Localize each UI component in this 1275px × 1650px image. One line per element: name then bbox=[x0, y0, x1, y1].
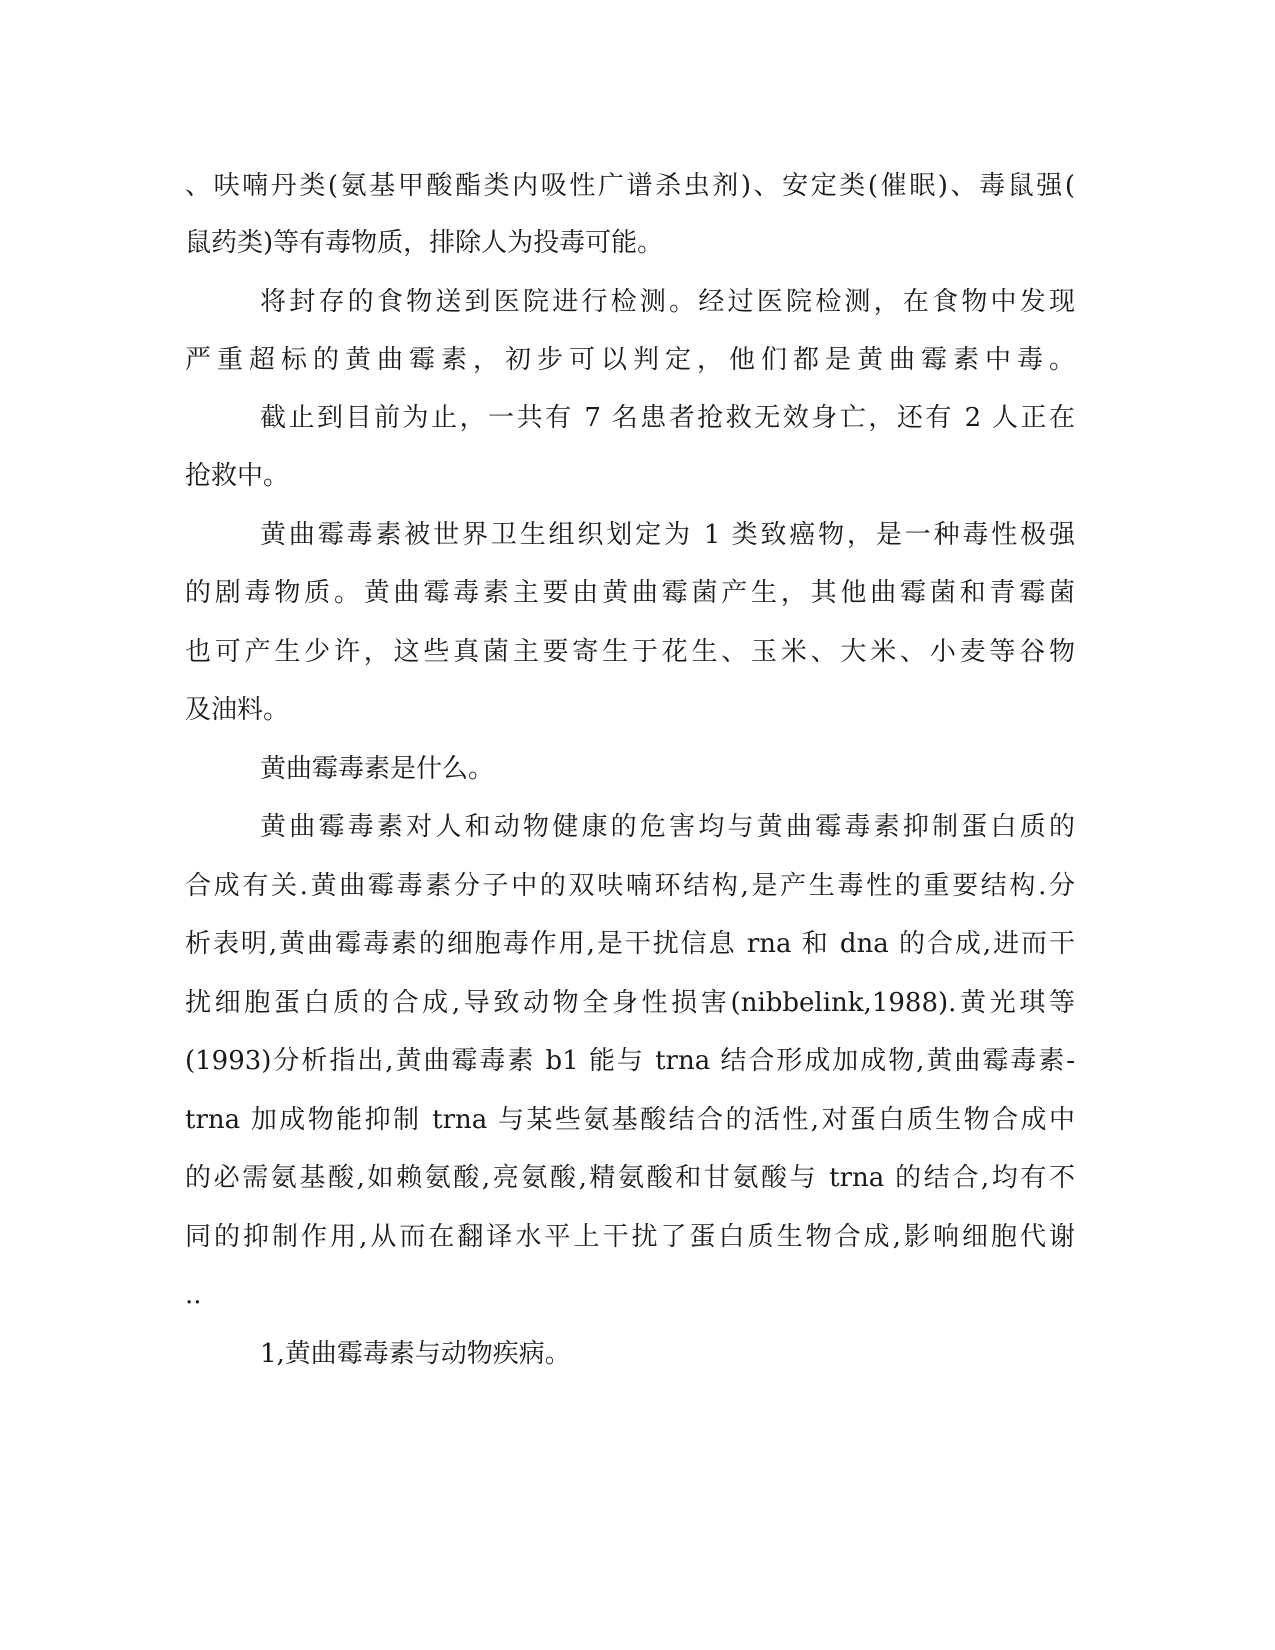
section-heading: 1,黄曲霉毒素与动物疾病。 bbox=[260, 1339, 571, 1369]
paragraph-line: 将封存的食物送到医院进行检测。经过医院检测，在食物中发现 bbox=[260, 287, 1075, 317]
text-line: 严重超标的黄曲霉素，初步可以判定，他们都是黄曲霉素中毒。 bbox=[185, 345, 1075, 375]
heading-line: 黄曲霉毒素是什么。 bbox=[260, 754, 495, 784]
text-line: 析表明,黄曲霉毒素的细胞毒作用,是干扰信息 rna 和 dna 的合成,进而干 bbox=[185, 929, 1075, 959]
text-line: 扰细胞蛋白质的合成,导致动物全身性损害(nibbelink,1988).黄光琪等 bbox=[185, 988, 1075, 1018]
text-line: 及油料。 bbox=[185, 695, 290, 725]
paragraph-line: 黄曲霉毒素对人和动物健康的危害均与黄曲霉毒素抑制蛋白质的 bbox=[260, 812, 1075, 842]
text-line: 、呋喃丹类(氨基甲酸酯类内吸性广谱杀虫剂)、安定类(催眠)、毒鼠强( bbox=[185, 171, 1075, 201]
text-line: 同的抑制作用,从而在翻译水平上干扰了蛋白质生物合成,影响细胞代谢 bbox=[185, 1222, 1075, 1252]
text-line: 也可产生少许，这些真菌主要寄生于花生、玉米、大米、小麦等谷物 bbox=[185, 637, 1075, 667]
text-line: 鼠药类)等有毒物质，排除人为投毒可能。 bbox=[185, 228, 664, 258]
text-line: 的剧毒物质。黄曲霉毒素主要由黄曲霉菌产生，其他曲霉菌和青霉菌 bbox=[185, 578, 1075, 608]
text-line: trna 加成物能抑制 trna 与某些氨基酸结合的活性,对蛋白质生物合成中 bbox=[185, 1105, 1075, 1135]
text-line: 合成有关.黄曲霉毒素分子中的双呋喃环结构,是产生毒性的重要结构.分 bbox=[185, 871, 1075, 901]
paragraph-line: 截止到目前为止，一共有 7 名患者抢救无效身亡，还有 2 人正在 bbox=[260, 403, 1075, 433]
text-line: (1993)分析指出,黄曲霉毒素 b1 能与 trna 结合形成加成物,黄曲霉毒素- bbox=[185, 1046, 1075, 1076]
text-line: 抢救中。 bbox=[185, 461, 290, 491]
text-line: .. bbox=[185, 1280, 202, 1310]
paragraph-line: 黄曲霉毒素被世界卫生组织划定为 1 类致癌物，是一种毒性极强 bbox=[260, 520, 1075, 550]
text-line: 的必需氨基酸,如赖氨酸,亮氨酸,精氨酸和甘氨酸与 trna 的结合,均有不 bbox=[185, 1163, 1075, 1193]
